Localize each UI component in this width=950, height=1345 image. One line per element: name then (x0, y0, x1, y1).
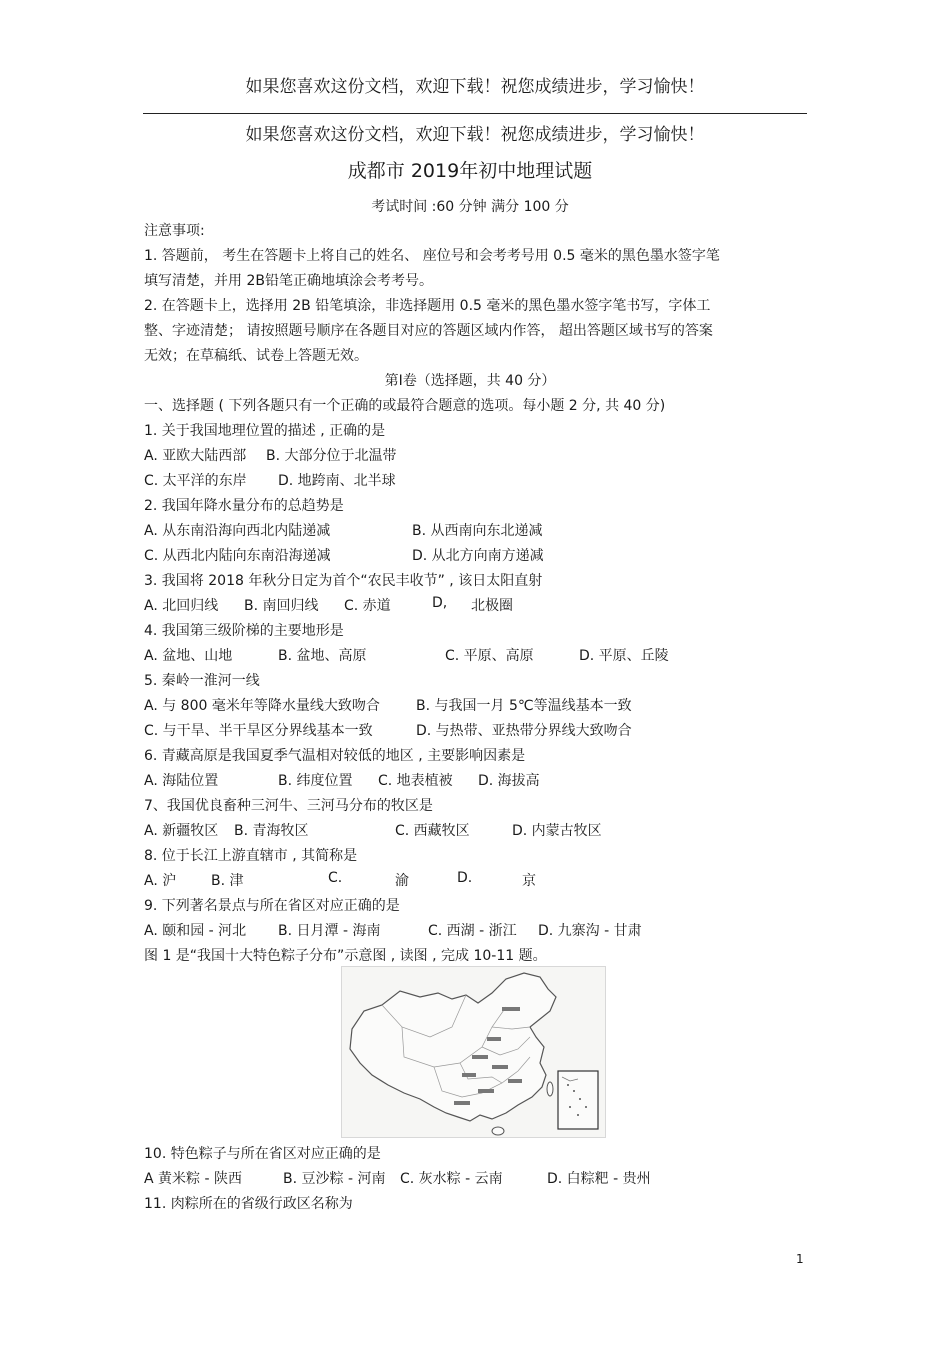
option-d: D. 与热带、亚热带分界线大致吻合 (416, 723, 632, 739)
china-map-illustration (342, 967, 605, 1137)
exam-title: 成都市 2019年初中地理试题 (347, 160, 593, 182)
option-d-text: 北极圈 (471, 598, 513, 614)
option-a: A. 亚欧大陆西部 (144, 448, 247, 464)
china-zongzi-map-figure (341, 966, 606, 1138)
option-c: C. 太平洋的东岸 (144, 473, 247, 489)
question-stem: 6. 青藏高原是我国夏季气温相对较低的地区 , 主要影响因素是 (144, 748, 526, 764)
option-a: A. 从东南沿海向西北内陆递减 (144, 523, 331, 539)
option-a: A. 盆地、山地 (144, 648, 233, 664)
option-c: C. (328, 870, 343, 886)
option-c: C. 赤道 (344, 598, 391, 614)
option-b: B. 南回归线 (244, 598, 319, 614)
option-c: C. 西藏牧区 (395, 823, 470, 839)
notes-line: 2. 在答题卡上，选择用 2B 铅笔填涂，非选择题用 0.5 毫米的黑色墨水签字笔书写，字体工 (144, 298, 711, 314)
option-d: D. (457, 870, 473, 886)
question-stem: 10. 特色粽子与所在省区对应正确的是 (144, 1146, 381, 1162)
option-c: C. 地表植被 (378, 773, 453, 789)
option-d: D. 内蒙古牧区 (512, 823, 602, 839)
header-divider (143, 113, 807, 114)
question-stem: 11. 肉粽所在的省级行政区名称为 (144, 1196, 353, 1212)
repeated-banner: 如果您喜欢这份文档，欢迎下载！祝您成绩进步，学习愉快！ (245, 125, 705, 145)
question-stem: 5. 秦岭一淮河一线 (144, 673, 260, 689)
notes-line: 填写清楚，并用 2B铅笔正确地填涂会考考号。 (144, 273, 433, 289)
question-stem: 3. 我国将 2018 年秋分日定为首个“农民丰收节” , 该日太阳直射 (144, 573, 543, 589)
question-stem: 8. 位于长江上游直辖市 , 其简称是 (144, 848, 358, 864)
option-c-text: 渝 (395, 873, 409, 889)
option-b: B. 大部分位于北温带 (266, 448, 397, 464)
option-c: C. 平原、高原 (445, 648, 534, 664)
option-b: B. 津 (211, 873, 244, 889)
header-banner: 如果您喜欢这份文档，欢迎下载！祝您成绩进步，学习愉快！ (245, 77, 705, 97)
notes-line: 1. 答题前， 考生在答题卡上将自己的姓名、 座位号和会考考号用 0.5 毫米的黑色墨水签字笔 (144, 248, 720, 264)
option-b: B. 纬度位置 (278, 773, 353, 789)
option-b: B. 盆地、高原 (278, 648, 367, 664)
section-title: 第Ⅰ卷（选择题，共 40 分） (384, 373, 556, 389)
option-a: A 黄米粽 - 陕西 (144, 1171, 242, 1187)
question-stem: 9. 下列著名景点与所在省区对应正确的是 (144, 898, 400, 914)
option-d: D. 从北方向南方递减 (412, 548, 544, 564)
figure-intro: 图 1 是“我国十大特色粽子分布”示意图 , 读图 , 完成 10-11 题。 (144, 948, 547, 964)
option-a: A. 北回归线 (144, 598, 219, 614)
exam-info: 考试时间 :60 分钟 满分 100 分 (371, 199, 569, 215)
notes-line: 无效；在草稿纸、试卷上答题无效。 (144, 348, 368, 364)
notes-heading: 注意事项: (144, 223, 205, 239)
option-b: B. 日月潭 - 海南 (278, 923, 381, 939)
option-c: C. 与干旱、半干旱区分界线基本一致 (144, 723, 373, 739)
question-stem: 4. 我国第三级阶梯的主要地形是 (144, 623, 344, 639)
option-a: A. 与 800 毫米年等降水量线大致吻合 (144, 698, 380, 714)
option-a: A. 沪 (144, 873, 177, 889)
option-b: B. 从西南向东北递减 (412, 523, 543, 539)
option-d: D. 海拔高 (478, 773, 540, 789)
option-d-text: 京 (522, 873, 536, 889)
notes-line: 整、字迹清楚； 请按照题号顺序在各题目对应的答题区域内作答， 超出答题区域书写的答案 (144, 323, 713, 339)
option-a: A. 新疆牧区 (144, 823, 219, 839)
option-c: C. 西湖 - 浙江 (428, 923, 517, 939)
option-d: D, (432, 595, 448, 611)
option-b: B. 青海牧区 (234, 823, 309, 839)
question-stem: 2. 我国年降水量分布的总趋势是 (144, 498, 344, 514)
option-c: C. 从西北内陆向东南沿海递减 (144, 548, 331, 564)
option-b: B. 与我国一月 5℃等温线基本一致 (416, 698, 632, 714)
option-d: D. 平原、丘陵 (579, 648, 669, 664)
part-intro: 一、选择题 ( 下列各题只有一个正确的或最符合题意的选项。每小题 2 分, 共 40 分) (144, 398, 666, 414)
option-a: A. 颐和园 - 河北 (144, 923, 247, 939)
option-c: C. 灰水粽 - 云南 (400, 1171, 503, 1187)
option-d: D. 地跨南、北半球 (278, 473, 396, 489)
question-stem: 1. 关于我国地理位置的描述 , 正确的是 (144, 423, 386, 439)
option-a: A. 海陆位置 (144, 773, 219, 789)
option-d: D. 白粽粑 - 贵州 (547, 1171, 651, 1187)
option-d: D. 九寨沟 - 甘肃 (538, 923, 642, 939)
question-stem: 7、我国优良畜种三河牛、三河马分布的牧区是 (144, 798, 433, 814)
option-b: B. 豆沙粽 - 河南 (283, 1171, 386, 1187)
page-number: 1 (796, 1252, 804, 1266)
